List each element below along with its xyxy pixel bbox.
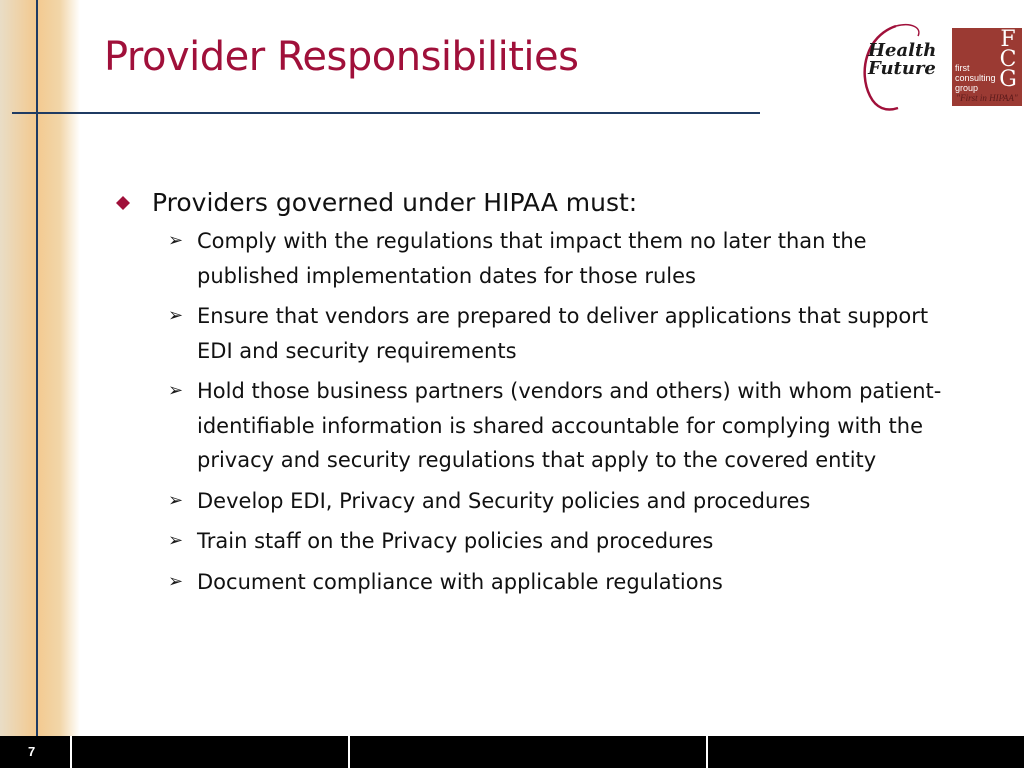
vertical-rule (36, 0, 38, 736)
sub-bullet-item (168, 299, 957, 368)
logo-text-health: Health (868, 40, 937, 61)
sub-bullet-text: Ensure that vendors are prepared to deliver applications that support EDI and security requirements (197, 304, 929, 363)
arrow-bullet-icon: ➢ (168, 380, 184, 401)
main-bullet-text: Providers governed under HIPAA must: (152, 188, 638, 217)
arrow-bullet-icon: ➢ (168, 489, 184, 511)
arrow-bullet-icon: ➢ (168, 570, 184, 592)
arrow-bullet-icon: ➢ (168, 305, 184, 326)
sub-bullet-text: Train staff on the Privacy policies and procedures (197, 529, 714, 553)
fcg-text-group: group (955, 83, 979, 93)
sub-bullet-item (168, 374, 957, 478)
sub-bullet-item (168, 224, 957, 293)
fcg-letter-g: G (999, 67, 1017, 92)
fcg-letters (996, 27, 1020, 92)
diamond-bullet-icon (116, 196, 130, 210)
title-underline (12, 112, 760, 114)
fcg-tagline: "First in HIPAA" (956, 93, 1018, 103)
left-decorative-band (0, 0, 80, 736)
footer-divider (70, 736, 72, 768)
fcg-text-first: first (955, 63, 970, 73)
fcg-text-consulting: consulting (955, 73, 996, 83)
slide-title: Provider Responsibilities (104, 34, 579, 80)
arrow-bullet-icon: ➢ (168, 230, 184, 251)
footer-bar (0, 736, 1024, 768)
page-number: 7 (28, 744, 36, 759)
fcg-wordmark (955, 63, 996, 93)
sub-bullet-text: Hold those business partners (vendors and others) with whom patient-identifiable information is shared accountable for complying with the privacy and security regulations that apply to the covered entity (197, 379, 942, 472)
logo-text-future: Future (868, 58, 936, 79)
fcg-letter-f: F (1000, 27, 1016, 52)
main-bullet-item (116, 186, 976, 220)
sub-bullet-item (168, 565, 957, 600)
health-future-wordmark (868, 42, 936, 78)
arrow-bullet-icon: ➢ (168, 530, 184, 551)
footer-divider (706, 736, 708, 768)
sub-bullet-text: Develop EDI, Privacy and Security policies and procedures (197, 488, 811, 513)
sub-bullet-item (168, 524, 957, 559)
sub-bullet-item (168, 484, 957, 519)
slide-body (116, 186, 976, 605)
sub-bullet-list (168, 224, 976, 599)
fcg-letter-c: C (999, 47, 1017, 72)
sub-bullet-text: Comply with the regulations that impact them no later than the published implementation dates for those rules (197, 229, 867, 288)
footer-divider (348, 736, 350, 768)
sub-bullet-text: Document compliance with applicable regulations (197, 569, 723, 594)
